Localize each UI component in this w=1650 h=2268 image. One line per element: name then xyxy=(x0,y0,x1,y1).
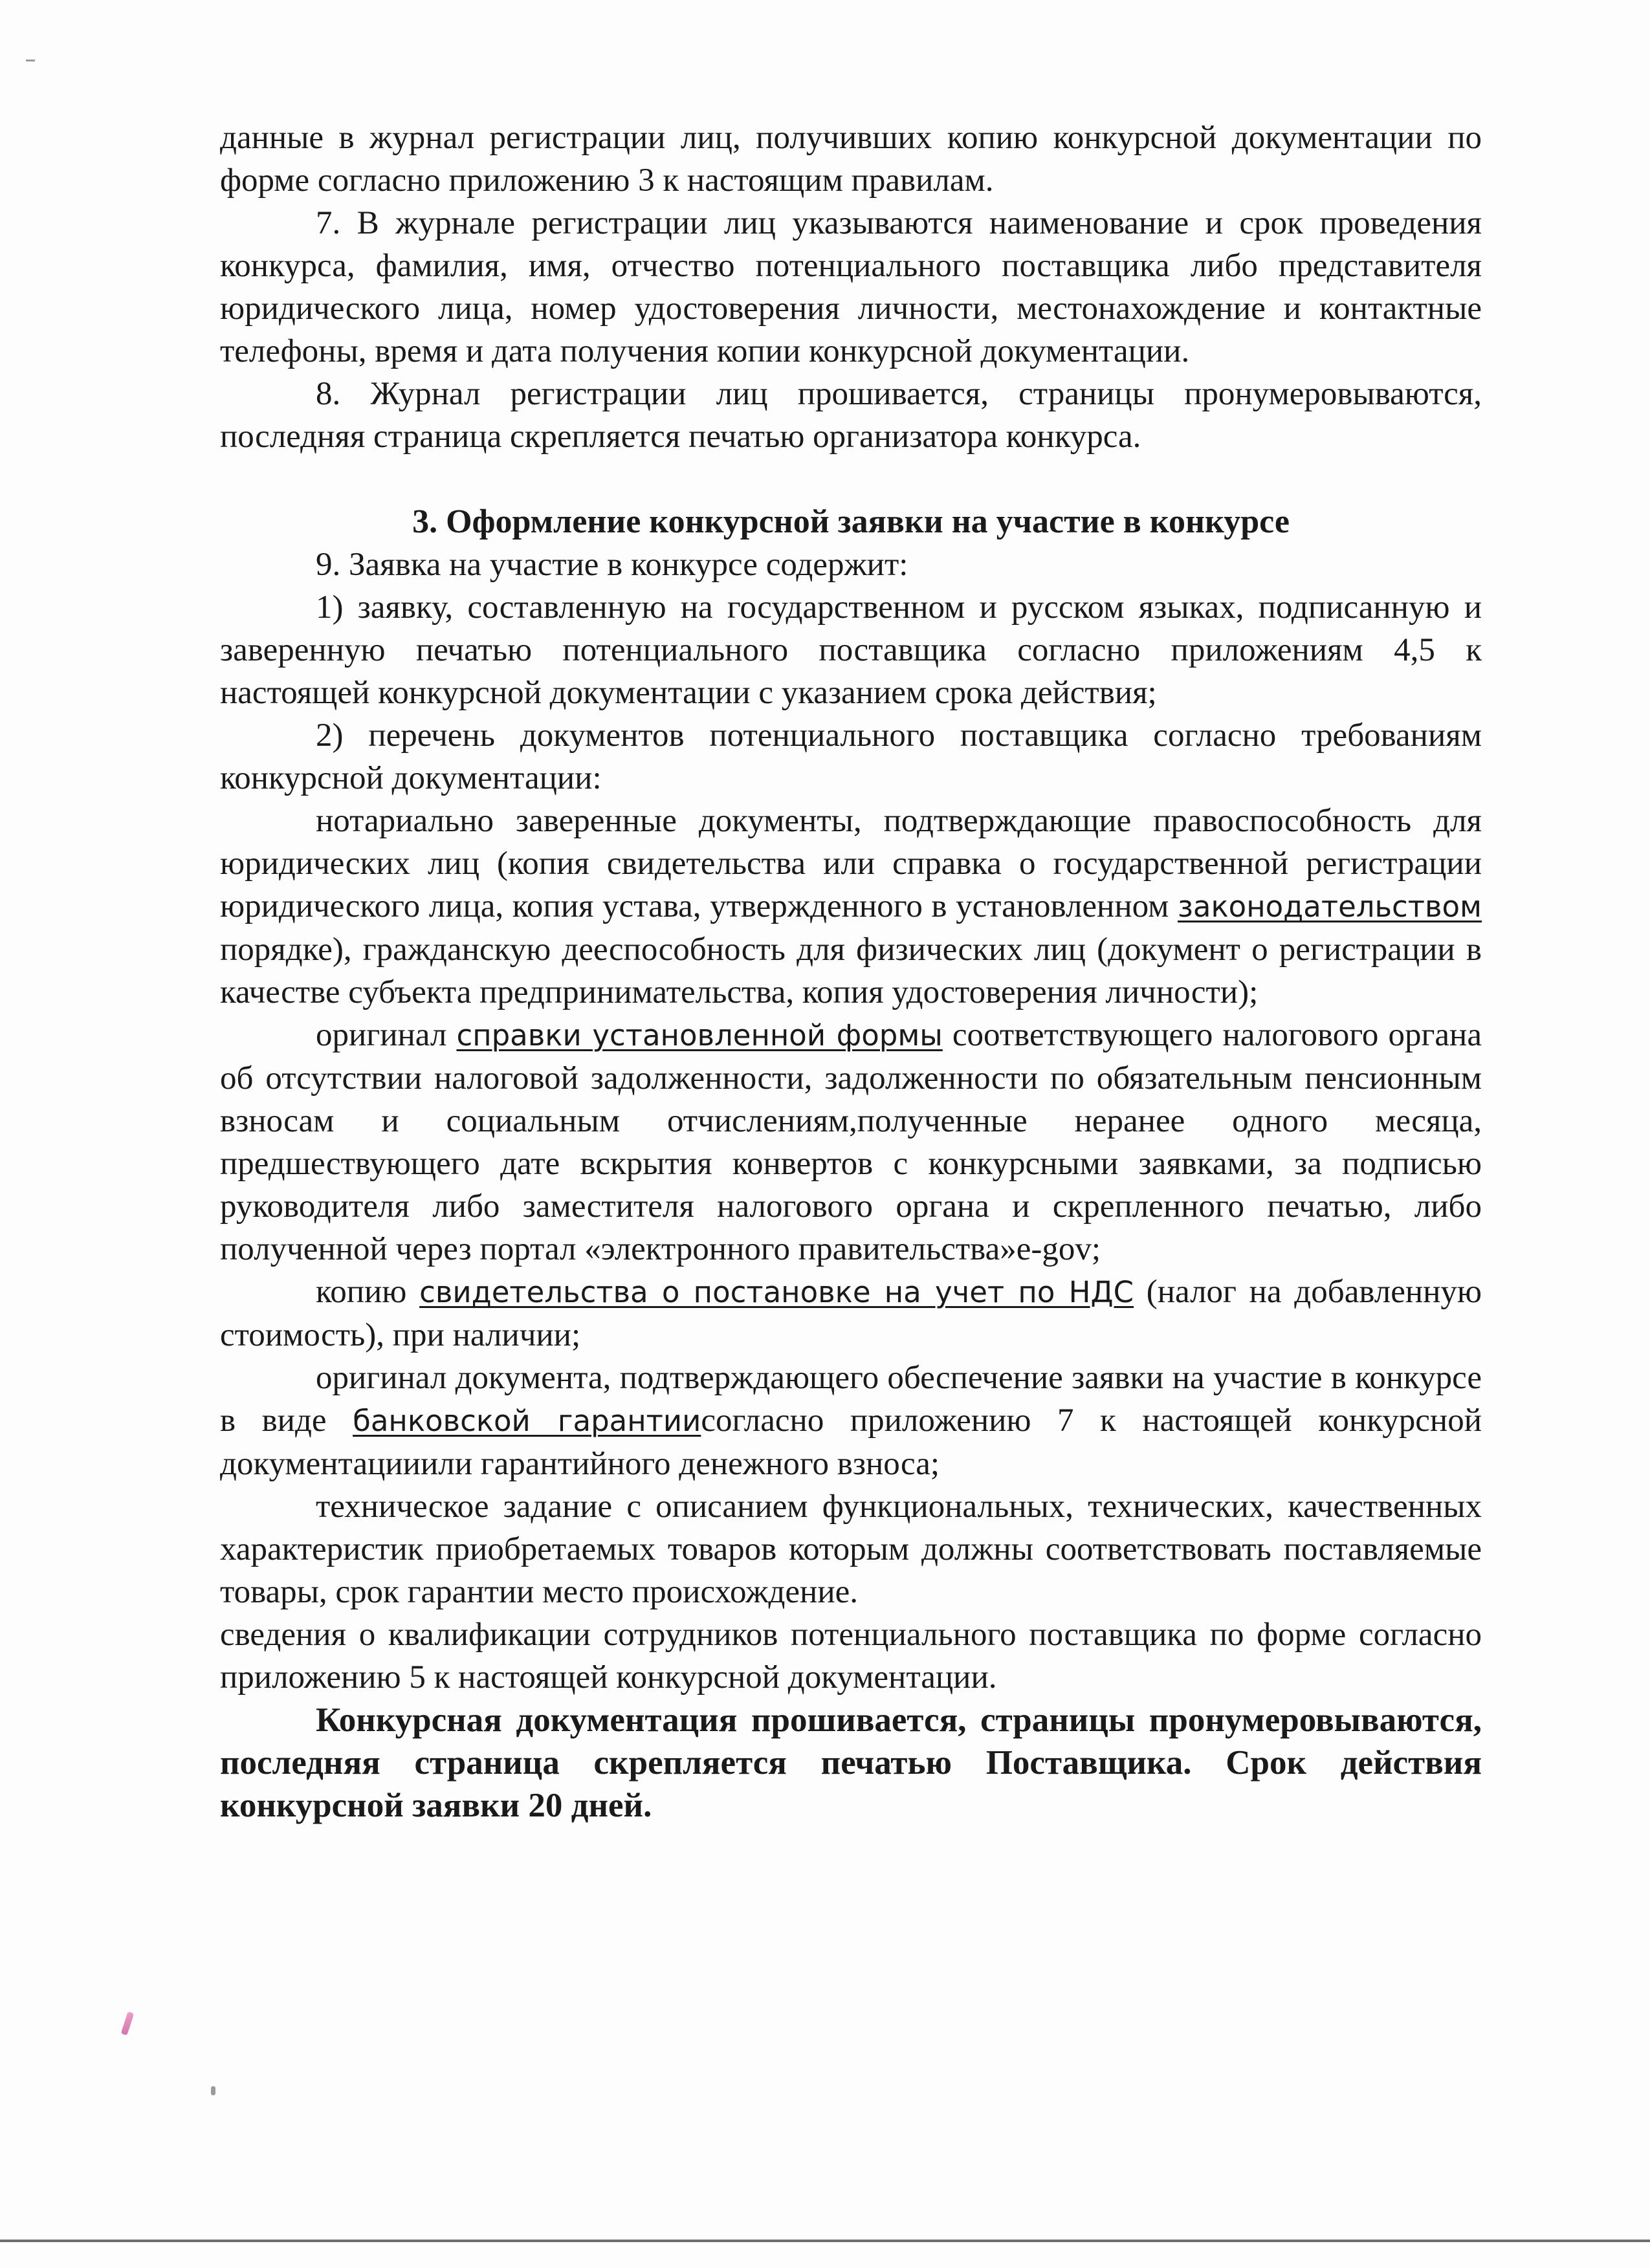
ink-mark xyxy=(121,2011,135,2035)
paragraph-technical-spec: техническое задание с описанием функциональных, технических, качественных характеристик приобретаемых товаров которым должны соответствовать поставляемые товары, срок гарантии место происхождение. xyxy=(220,1488,1482,1610)
paragraph-vat-certificate xyxy=(220,1270,1482,1357)
text-segment: соответствующего налогового органа об отсутствии налоговой задолженности, задолженности по обязательным пенсионным взносам и социальным отчислениям,полученные неранее одного месяца, предшествующего дате вскрытия конвертов с конкурсными заявками, за подписью руководителя либо заместителя налогового органа и скрепленного печатью, либо полученной через портал «электронного правительства»e-gov; xyxy=(220,1017,1482,1267)
text-segment: согласно приложению 7 к настоящей конкурсной документацииили гарантийного денежного взноса; xyxy=(220,1402,1482,1482)
paragraph-item-8: 8. Журнал регистрации лиц прошивается, страницы пронумеровываются, последняя страница скрепляется печатью организатора конкурса. xyxy=(220,376,1482,455)
document-body xyxy=(220,116,1482,1827)
paragraph-tax-certificate xyxy=(220,1014,1482,1270)
certificate-form-link[interactable]: справки установленной формы xyxy=(456,1018,943,1052)
section-heading: 3. Оформление конкурсной заявки на участие в конкурсе xyxy=(412,503,1290,540)
paragraph-bold-notice: Конкурсная документация прошивается, страницы пронумеровываются, последняя страница скрепляется печатью Поставщика. Срок действия конкурсной заявки 20 дней. xyxy=(220,1701,1482,1824)
paragraph-item-9: 9. Заявка на участие в конкурсе содержит: xyxy=(316,547,908,583)
paragraph-bank-guarantee xyxy=(220,1357,1482,1485)
paragraph-item-7: 7. В журнале регистрации лиц указываются наименование и срок проведения конкурса, фамилия, имя, отчество потенциального поставщика либо представителя юридического лица, номер удостоверения личности, местонахождение и контактные телефоны, время и дата получения копии конкурсной документации. xyxy=(220,205,1482,369)
scan-artifact-dot xyxy=(211,2086,215,2095)
vat-registration-link[interactable]: свидетельства о постановке на учет по НДС xyxy=(419,1275,1134,1309)
scan-edge-line xyxy=(0,2240,1650,2242)
paragraph-qualification: сведения о квалификации сотрудников потенциального поставщика по форме согласно приложению 5 к настоящей конкурсной документации. xyxy=(220,1617,1482,1696)
bank-guarantee-link[interactable]: банковской гарантии xyxy=(353,1404,701,1438)
text-segment: нотариально заверенные документы, подтверждающие правоспособность для юридических лиц (копия свидетельства или справка о государственной регистрации юридического лица, копия устава, утвержденного в установленном xyxy=(220,803,1482,924)
scan-artifact-mark xyxy=(26,60,35,61)
paragraph-notarized-docs xyxy=(220,800,1482,1014)
paragraph-subitem-2: 2) перечень документов потенциального поставщика согласно требованиям конкурсной документации: xyxy=(220,717,1482,796)
legislation-link[interactable]: законодательством xyxy=(1178,889,1482,924)
paragraph-subitem-1: 1) заявку, составленную на государственном и русском языках, подписанную и заверенную печатью потенциального поставщика согласно приложениям 4,5 к настоящей конкурсной документации с указанием срока действия; xyxy=(220,589,1482,711)
text-segment: (налог на добавленную стоимость), при наличии; xyxy=(220,1274,1482,1353)
text-segment: копию xyxy=(316,1274,420,1310)
text-segment: оригинал документа, подтверждающего обеспечение заявки на участие в конкурсе в виде xyxy=(220,1360,1482,1439)
paragraph-continuation: данные в журнал регистрации лиц, получивших копию конкурсной документации по форме согласно приложению 3 к настоящим правилам. xyxy=(220,120,1482,199)
text-segment: порядке), гражданскую дееспособность для физических лиц (документ о регистрации в качестве субъекта предпринимательства, копия удостоверения личности); xyxy=(220,932,1482,1010)
text-segment: оригинал xyxy=(316,1017,457,1053)
